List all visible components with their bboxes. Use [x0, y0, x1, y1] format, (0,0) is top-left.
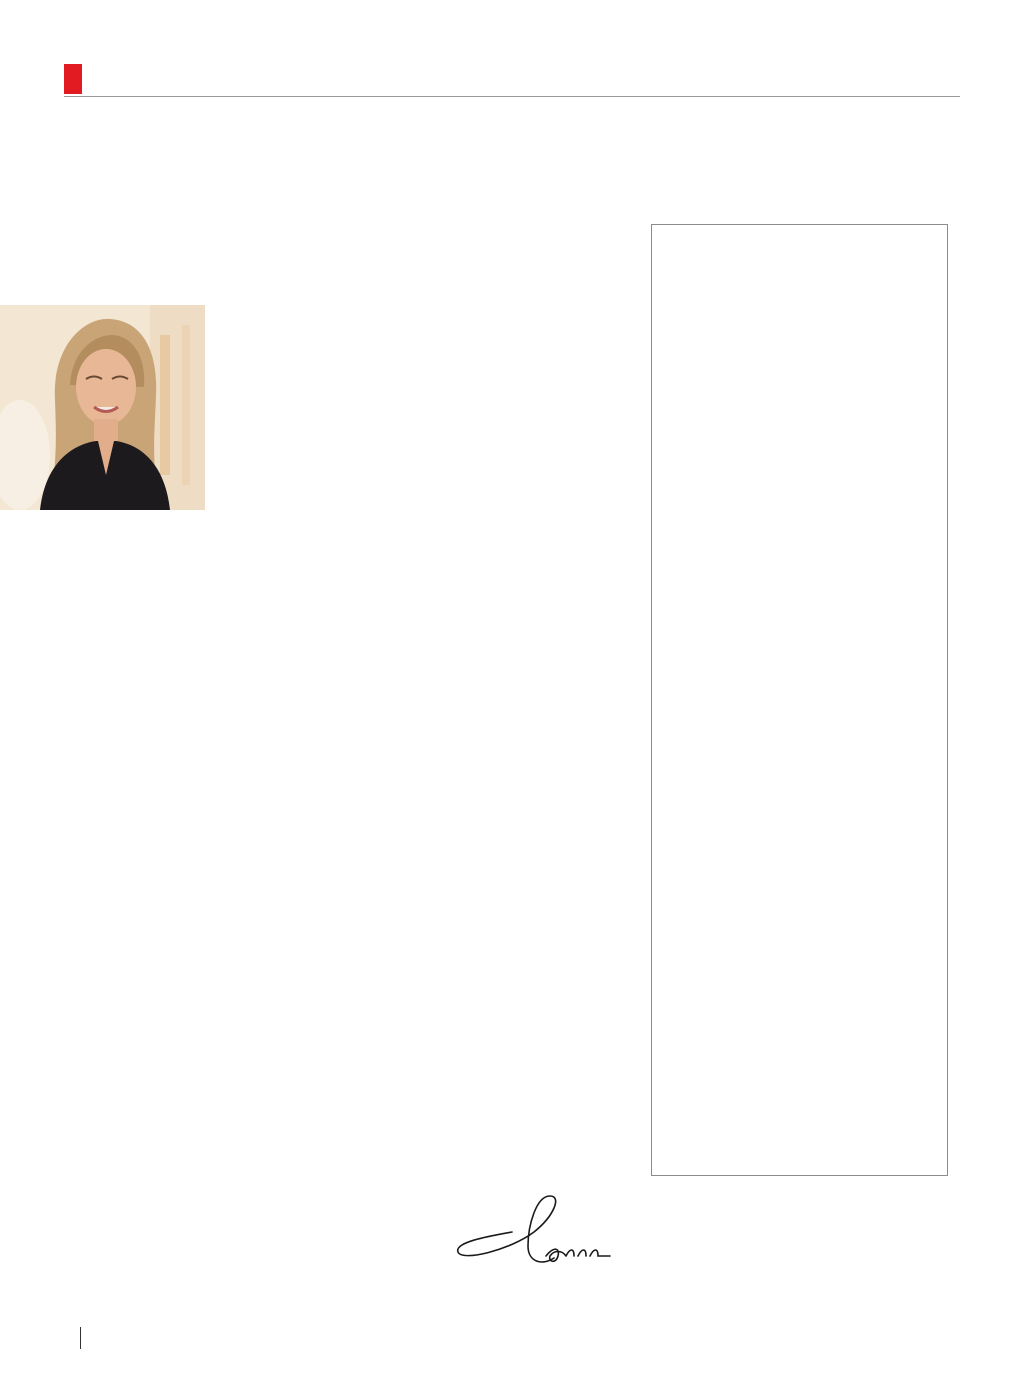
- signature-image: [450, 1186, 630, 1276]
- editor-photo: [0, 305, 205, 510]
- advisory-sidebar: [651, 224, 948, 1176]
- page-footer: [64, 1331, 960, 1351]
- section-header: [64, 60, 960, 97]
- footer-divider: [80, 1327, 81, 1349]
- section-accent-block: [64, 64, 82, 94]
